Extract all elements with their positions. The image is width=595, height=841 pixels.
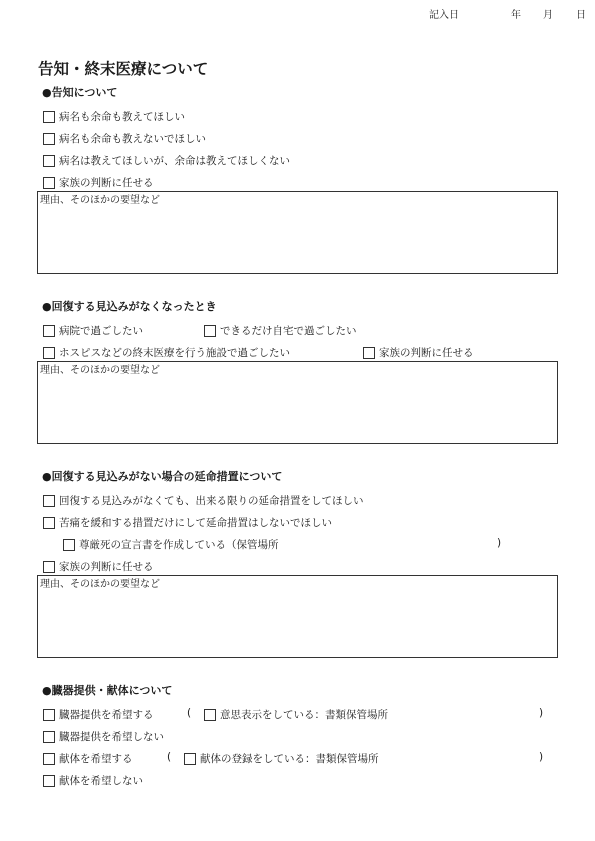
open-paren: ( <box>187 707 192 719</box>
day-label: 日 <box>576 10 586 21</box>
checkbox[interactable] <box>43 709 55 721</box>
option-body-decline[interactable] <box>43 773 143 788</box>
option-label: 家族の判断に任せる <box>59 561 154 573</box>
year-label: 年 <box>511 10 521 21</box>
month-label: 月 <box>543 10 553 21</box>
option-label: 病名も余命も教えないでほしい <box>59 133 206 145</box>
option-disclose-none[interactable] <box>43 131 206 146</box>
reason-label: 理由、そのほかの要望など <box>40 579 160 590</box>
option-label: 病院で過ごしたい <box>59 325 143 337</box>
section-heading-life-support: ●回復する見込みがない場合の延命措置について <box>42 470 283 483</box>
option-label: 臓器提供を希望しない <box>59 731 164 743</box>
option-label: 家族の判断に任せる <box>59 177 154 189</box>
open-paren: ( <box>167 751 172 763</box>
option-label: 病名は教えてほしいが、余命は教えてほしくない <box>59 155 290 167</box>
option-palliative-only[interactable] <box>43 515 332 530</box>
close-paren: ) <box>539 751 544 763</box>
section-heading-no-recovery: ●回復する見込みがなくなったとき <box>42 300 217 313</box>
checkbox[interactable] <box>43 177 55 189</box>
reason-label: 理由、そのほかの要望など <box>40 195 160 206</box>
option-organ-decline[interactable] <box>43 729 164 744</box>
option-body-donate[interactable] <box>43 751 133 766</box>
option-family-decides[interactable] <box>43 559 154 574</box>
option-disclose-all[interactable] <box>43 109 185 124</box>
checkbox[interactable] <box>43 347 55 359</box>
page-title: 告知・終末医療について <box>38 60 209 78</box>
option-label: 献体を希望する <box>59 753 133 765</box>
checkbox[interactable] <box>43 111 55 123</box>
option-dignity-declaration[interactable] <box>63 537 279 552</box>
reason-label: 理由、そのほかの要望など <box>40 365 160 376</box>
option-full-life-support[interactable] <box>43 493 364 508</box>
checkbox[interactable] <box>43 325 55 337</box>
checkbox[interactable] <box>43 517 55 529</box>
checkbox[interactable] <box>43 753 55 765</box>
option-label: 家族の判断に任せる <box>379 347 474 359</box>
close-paren: ) <box>539 707 544 719</box>
option-body-registered[interactable] <box>184 751 379 766</box>
option-hospital[interactable] <box>43 323 143 338</box>
option-organ-donate[interactable] <box>43 707 154 722</box>
option-label: 意思表示をしている：書類保管場所 <box>220 709 388 721</box>
option-label: 病名も余命も教えてほしい <box>59 111 185 123</box>
option-family-decides[interactable] <box>43 175 154 190</box>
option-label: ホスピスなどの終末医療を行う施設で過ごしたい <box>59 347 290 359</box>
option-home[interactable] <box>204 323 357 338</box>
checkbox[interactable] <box>363 347 375 359</box>
checkbox[interactable] <box>43 731 55 743</box>
checkbox[interactable] <box>184 753 196 765</box>
reason-textarea[interactable] <box>37 191 558 274</box>
option-label: 尊厳死の宣言書を作成している（保管場所 <box>79 539 279 551</box>
option-hospice[interactable] <box>43 345 290 360</box>
section-heading-organ-donation: ●臓器提供・献体について <box>42 684 173 697</box>
option-label: 回復する見込みがなくても、出来る限りの延命措置をしてほしい <box>59 495 364 507</box>
checkbox[interactable] <box>43 775 55 787</box>
option-label: 苦痛を緩和する措置だけにして延命措置はしないでほしい <box>59 517 332 529</box>
option-label: 献体を希望しない <box>59 775 143 787</box>
checkbox[interactable] <box>43 155 55 167</box>
option-label: 臓器提供を希望する <box>59 709 154 721</box>
checkbox[interactable] <box>63 539 75 551</box>
close-paren: ) <box>497 537 502 549</box>
option-family-decides[interactable] <box>363 345 474 360</box>
entry-date-label: 記入日 <box>429 10 459 21</box>
option-label: 献体の登録をしている：書類保管場所 <box>200 753 379 765</box>
reason-textarea[interactable] <box>37 575 558 658</box>
option-organ-declared[interactable] <box>204 707 388 722</box>
reason-textarea[interactable] <box>37 361 558 444</box>
checkbox[interactable] <box>204 709 216 721</box>
option-disclose-name-only[interactable] <box>43 153 290 168</box>
option-label: できるだけ自宅で過ごしたい <box>220 325 357 337</box>
checkbox[interactable] <box>43 133 55 145</box>
section-heading-disclosure: ●告知について <box>42 86 118 99</box>
checkbox[interactable] <box>43 495 55 507</box>
checkbox[interactable] <box>204 325 216 337</box>
checkbox[interactable] <box>43 561 55 573</box>
